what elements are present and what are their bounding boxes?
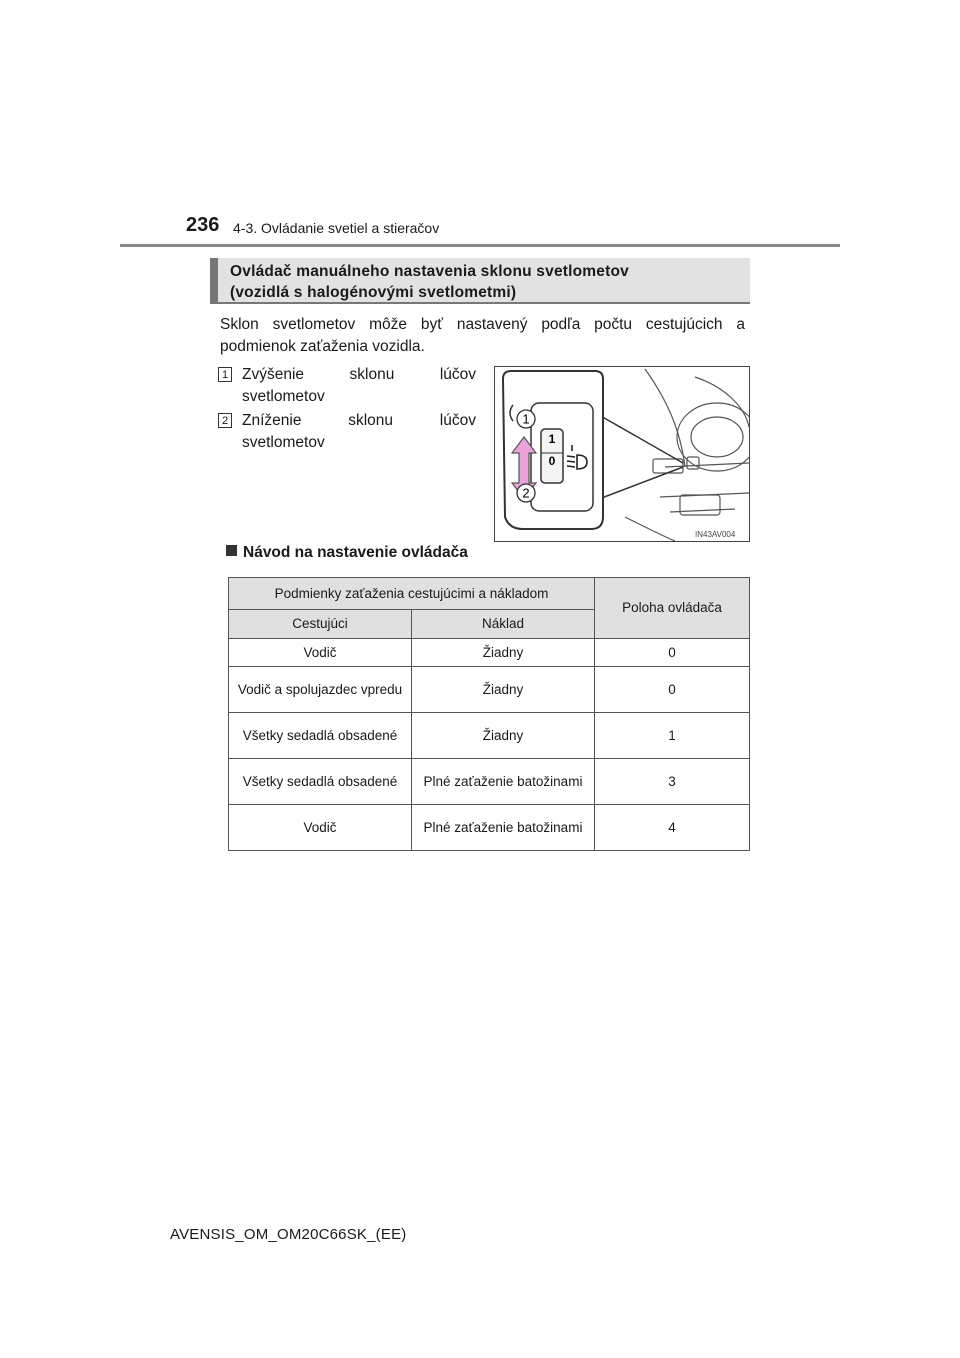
table-row [229, 759, 750, 805]
cell-position: 0 [595, 667, 750, 713]
cell-passengers: Vodič [229, 639, 412, 667]
step-number: 2 [218, 413, 232, 428]
callout-line [599, 467, 683, 499]
step-lower-beam [218, 410, 476, 454]
callout-line [599, 415, 683, 463]
table-group-header: Podmienky zaťaženia cestujúcimi a nákladom [229, 578, 595, 610]
intro-paragraph: Sklon svetlometov môže byť nastavený podľa počtu cestujúcich a podmienok zaťaženia vozidla. [220, 316, 745, 355]
subsection-title-text: Návod na nastavenie ovládača [243, 544, 468, 561]
cell-cargo: Žiadny [412, 713, 595, 759]
dial-mark-mid: 0 [548, 454, 556, 468]
square-bullet-icon [226, 545, 237, 556]
section-heading [210, 258, 750, 304]
cell-passengers: Všetky sedadlá obsadené [229, 759, 412, 805]
step-number: 1 [218, 367, 232, 382]
step-raise-beam [218, 364, 476, 408]
cell-cargo: Žiadny [412, 639, 595, 667]
section-path: 4-3. Ovládanie svetiel a stieračov [233, 220, 440, 236]
cell-passengers: Všetky sedadlá obsadené [229, 713, 412, 759]
cell-cargo: Plné zaťaženie batožinami [412, 805, 595, 851]
table-header-passengers: Cestujúci [229, 610, 412, 639]
cell-cargo: Žiadny [412, 667, 595, 713]
header-rule [120, 244, 840, 247]
image-code: IN43AV004 [695, 530, 736, 539]
callout-1-label: 1 [522, 411, 530, 427]
load-conditions-table [228, 577, 750, 851]
table-row [229, 667, 750, 713]
document-code: AVENSIS_OM_OM20C66SK_(EE) [170, 1226, 407, 1243]
section-heading-line1: Ovládač manuálneho nastavenia sklonu svetlometov [230, 263, 629, 280]
page-number: 236 [186, 214, 220, 236]
table-row [229, 805, 750, 851]
table-header-position: Poloha ovládača [595, 578, 750, 639]
cell-position: 1 [595, 713, 750, 759]
dashboard-lines [625, 369, 749, 541]
subsection-title [226, 544, 468, 562]
section-heading-line2: (vozidlá s halogénovými svetlometmi) [230, 284, 517, 301]
step-text: Zníženie sklonu lúčov svetlometov [242, 412, 476, 451]
leveling-dial-figure [494, 366, 750, 542]
cell-position: 0 [595, 639, 750, 667]
table-row [229, 713, 750, 759]
callout-2-label: 2 [522, 485, 530, 501]
leveling-dial-illustration [495, 367, 749, 541]
cell-position: 4 [595, 805, 750, 851]
step-text: Zvýšenie sklonu lúčov svetlometov [242, 366, 476, 405]
table-header-cargo: Náklad [412, 610, 595, 639]
cell-passengers: Vodič a spolujazdec vpredu [229, 667, 412, 713]
dial-mark-top: 1 [548, 432, 556, 446]
cell-position: 3 [595, 759, 750, 805]
table-row [229, 639, 750, 667]
cell-cargo: Plné zaťaženie batožinami [412, 759, 595, 805]
cell-passengers: Vodič [229, 805, 412, 851]
